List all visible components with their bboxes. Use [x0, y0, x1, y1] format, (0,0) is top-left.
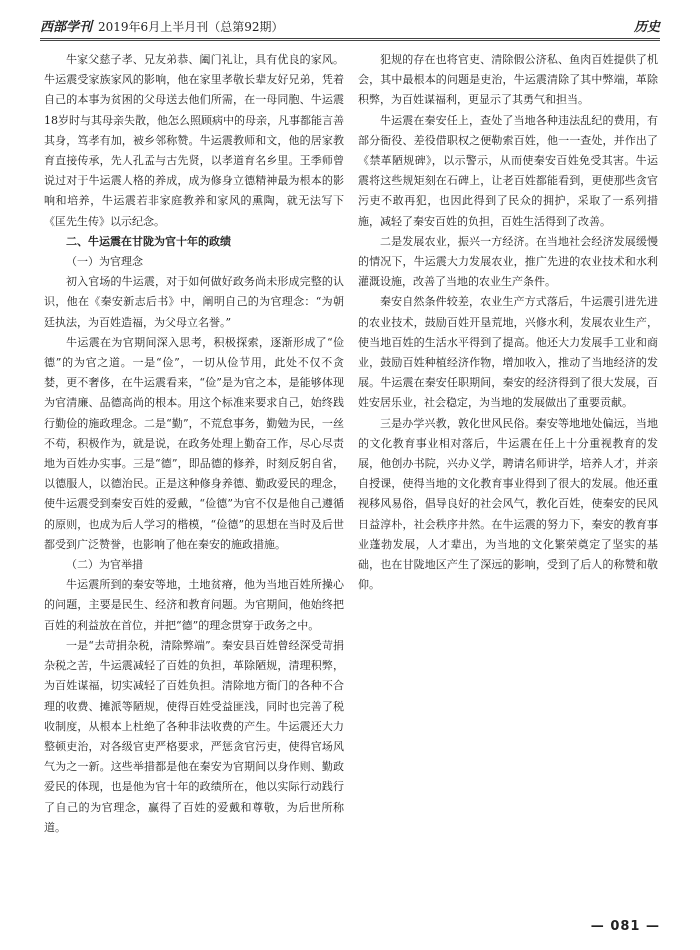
- journal-title: 西部学刊: [40, 20, 93, 35]
- issue-info: 2019年6月上半月刊（总第92期）: [98, 20, 284, 34]
- paragraph: 三是办学兴教，敦化世风民俗。秦安等地地处偏远，当地的文化教育事业相对落后，牛运震在任上十分重视教育的发展，他创办书院，兴办义学，聘请名师讲学，培养人才，并亲自授课，使得当地的文化教育事业得到了很大的发展。他还重视移风易俗，倡导良好的社会风气，教化百姓，使秦安的民风日益淳朴，社会秩序井然。在牛运震的努力下，秦安的教育事业蓬勃发展，人才辈出，为当地的文化繁荣奠定了坚实的基础，也在甘陇地区产生了深远的影响，受到了后人的称赞和敬仰。: [358, 416, 658, 592]
- paragraph: 牛运震在秦安任上，查处了当地各种违法乱纪的费用，有部分衙役、差役借职权之便勒索百姓，他一一查处，并作出了《禁革陋规碑》，以示警示，从而使秦安百姓免受其害。牛运震将这些规矩刻在石碑上，让老百姓都能看到，更使那些贪官污吏不敢再犯，也因此得到了民众的拥护，采取了一系列措施，减轻了秦安百姓的负担，百姓生活得到了改善。: [358, 113, 658, 228]
- paragraph: 一是“去苛捐杂税，清除弊端”。秦安县百姓曾经深受苛捐杂税之苦，牛运震减轻了百姓的负担，革除陋规，清理积弊，为百姓谋福，切实减轻了百姓负担。清除地方衙门的各种不合理的收费、摊派等陋规，使得百姓受益匪浅，同时也完善了税收制度，从根本上杜绝了各种非法收费的产生。牛运震还大力整顿吏治，对各级官吏严格要求，严惩贪官污吏，使得官场风气为之一新。这些举措都是他在秦安为官期间以身作则、勤政爱民的体现，也是他为官十年的政绩所在，他以实际行动践行了自己的为官理念，赢得了百姓的爱戴和尊敬，为后世所称道。: [44, 638, 344, 834]
- section-heading: 二、牛运震在甘陇为官十年的政绩: [66, 234, 231, 248]
- paragraph: 牛运震在为官期间深入思考，积极探索，逐渐形成了“俭德”的为官之道。一是“俭”，一切从俭节用，此处不仅不贪婪，更不奢侈，在牛运震看来，“俭”是为官之本，是能够体现为官清廉、品德高尚的根本。用这个标准来要求自己，始终践行勤俭的施政理念。二是“勤”，不荒怠事务，勤勉为民，一丝不苟，积极作为，就是说，在政务处理上勤奋工作，尽心尽责地为百姓办实事。三是“德”，即品德的修养，时刻反躬自省，以德服人，以德治民。正是这种修身养德、勤政爱民的理念，使牛运震受到秦安百姓的爱戴，“俭德”为官不仅是他自己遵循的原则，也成为后人学习的楷模，“俭德”的思想在当时及后世都受到广泛赞誉，也影响了他在秦安的施政措施。: [44, 335, 344, 551]
- header-left: [40, 16, 283, 38]
- paragraph: 秦安自然条件较差，农业生产方式落后，牛运震引进先进的农业技术，鼓励百姓开垦荒地，兴修水利，发展农业生产，使当地百姓的生活水平得到了提高。他还大力发展手工业和商业，鼓励百姓种植经济作物，增加收入，推动了当地经济的发展。牛运震在秦安任职期间，秦安的经济得到了很大发展，百姓安居乐业，社会稳定，为当地的发展做出了重要贡献。: [358, 295, 658, 410]
- paragraph: 犯规的存在也将官吏、清除假公济私、鱼肉百姓提供了机会，其中最根本的问题是吏治，牛运震清除了其中弊端，革除积弊，为百姓谋福利，更显示了其勇气和担当。: [358, 53, 658, 107]
- paragraph: 二是发展农业，振兴一方经济。在当地社会经济发展缓慢的情况下，牛运震大力发展农业，推广先进的农业技术和水利灌溉设施，改善了当地的农业生产条件。: [358, 234, 658, 289]
- paragraph: 初入官场的牛运震，对于如何做好政务尚未形成完整的认识，他在《秦安新志后书》中，阐明自己的为官理念：“为朝廷执法，为百姓造福，为父母立名誉。”: [44, 275, 344, 329]
- paragraph: 牛家父慈子孝、兄友弟恭、阖门礼让，具有优良的家风。牛运震受家族家风的影响，他在家里孝敬长辈友好兄弟，凭着自己的本事为贫困的父母送去他们所需，在一母同胞、牛运震18岁时与其母亲失散，他怎么照顾病中的母亲，凡事都能言善其身，笃孝有加，被乡邻称赞。牛运震教师和文，他的居家教育直接传承，先人孔孟与古先贤，以孝道育名乡里。王季师曾说过对于牛运震人格的养成，成为修身立德精神最为根本的影响和培养，牛运震若非家庭教养和家风的熏陶，就无法写下《匡先生传》以示纪念。: [44, 53, 344, 228]
- left-column: [44, 50, 344, 910]
- section-heading: （二）为官举措: [66, 558, 143, 572]
- section-heading: （一）为官理念: [66, 255, 143, 269]
- running-header: [40, 10, 660, 41]
- right-column: [358, 50, 658, 910]
- page-number: — 081 —: [590, 919, 660, 934]
- section-label: 历史: [633, 20, 660, 35]
- paragraph: 牛运震所到的秦安等地，土地贫瘠，他为当地百姓所操心的问题，主要是民生、经济和教育问题。为官期间，他始终把百姓的利益放在首位，并把“德”的理念贯穿于政务之中。: [44, 578, 344, 632]
